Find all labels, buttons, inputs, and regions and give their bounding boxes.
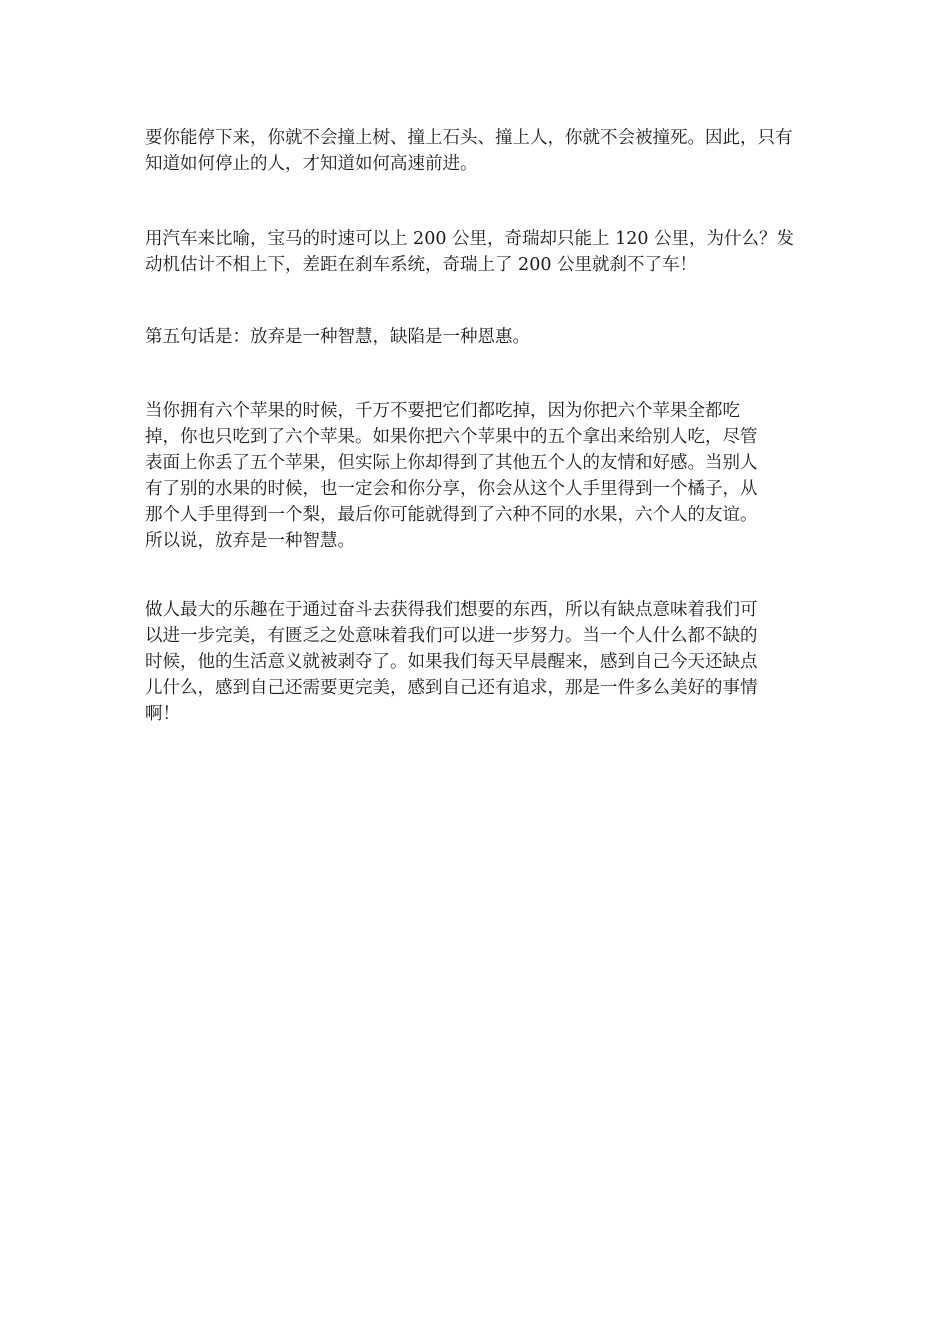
text-line: 要你能停下来，你就不会撞上树、撞上石头、撞上人，你就不会被撞死。因此，只有: [145, 128, 793, 148]
text-line: 知道如何停止的人，才知道如何高速前进。: [145, 154, 478, 174]
text-line: 做人最大的乐趣在于通过奋斗去获得我们想要的东西，所以有缺点意味着我们可: [145, 600, 758, 620]
paragraph-stopping: [145, 125, 810, 177]
text-line: 表面上你丢了五个苹果，但实际上你却得到了其他五个人的友情和好感。当别人: [145, 453, 758, 473]
text-line: 那个人手里得到一个梨，最后你可能就得到了六种不同的水果，六个人的友谊。: [145, 505, 758, 525]
text-line: 时候，他的生活意义就被剥夺了。如果我们每天早晨醒来，感到自己今天还缺点: [145, 652, 758, 672]
text-line: 有了别的水果的时候，也一定会和你分享，你会从这个人手里得到一个橘子，从: [145, 479, 758, 499]
text-line: 所以说，放弃是一种智慧。: [145, 531, 355, 551]
paragraph-six-apples: [145, 398, 810, 554]
text-line: 以进一步完美，有匮乏之处意味着我们可以进一步努力。当一个人什么都不缺的: [145, 626, 758, 646]
text-line: 啊！: [145, 704, 180, 724]
text-line: 当你拥有六个苹果的时候，千万不要把它们都吃掉，因为你把六个苹果全都吃: [145, 401, 740, 421]
text-line: 掉，你也只吃到了六个苹果。如果你把六个苹果中的五个拿出来给别人吃，尽管: [145, 427, 758, 447]
paragraph-car-analogy: [145, 226, 810, 278]
paragraph-joy-of-striving: [145, 597, 810, 727]
paragraph-fifth-saying: [145, 324, 810, 350]
text-line: 动机估计不相上下，差距在刹车系统，奇瑞上了 200 公里就刹不了车！: [145, 255, 698, 275]
text-line: 儿什么，感到自己还需要更完美，感到自己还有追求，那是一件多么美好的事情: [145, 678, 758, 698]
text-line: 用汽车来比喻，宝马的时速可以上 200 公里，奇瑞却只能上 120 公里，为什么？发: [145, 229, 795, 249]
text-line: 第五句话是：放弃是一种智慧，缺陷是一种恩惠。: [145, 327, 530, 347]
